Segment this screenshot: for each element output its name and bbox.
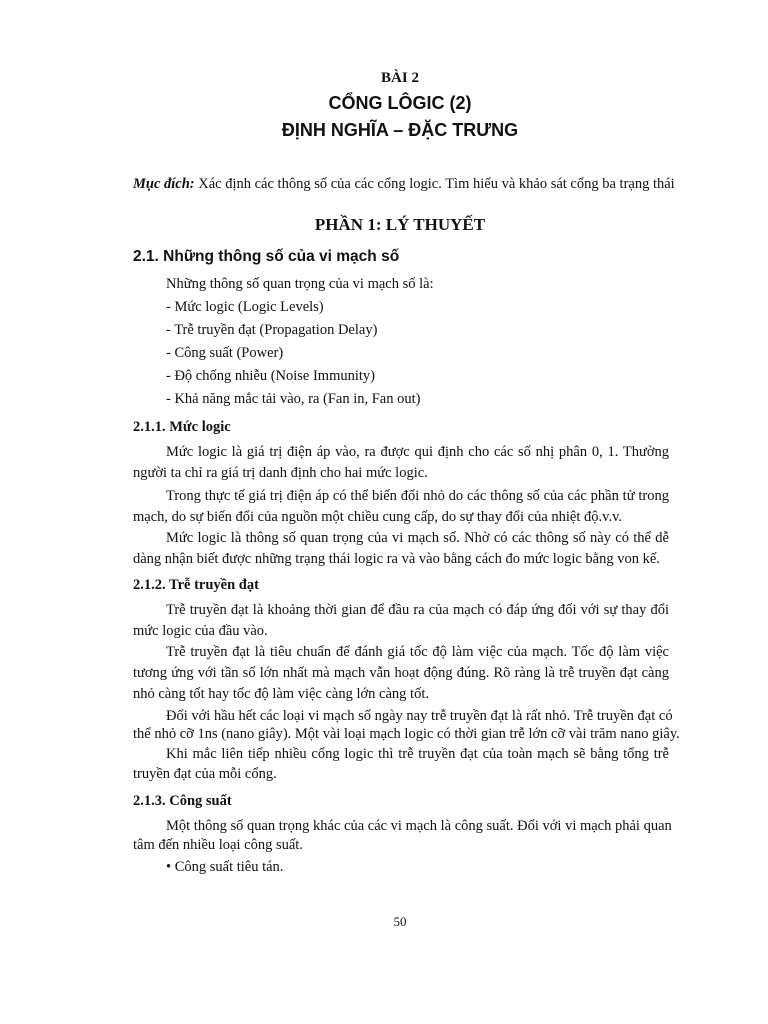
paragraph-line: tương ứng với tần số lớn nhất mà mạch vẫn hoạt động đúng. Rõ ràng là trễ truyền đạt càng — [133, 665, 669, 681]
paragraph-line: mạch, do sự biến đổi của nguồn một chiều cung cấp, do sự thay đổi của nhiệt độ.v.v. — [133, 509, 623, 525]
paragraph-line: Một thông số quan trọng khác của các vi mạch là công suất. Đối với vi mạch phải quan — [166, 818, 672, 834]
list-item: - Khả năng mắc tải vào, ra (Fan in, Fan out) — [166, 391, 421, 407]
purpose-paragraph — [133, 176, 693, 193]
section-heading-2-1: 2.1. Những thông số của vi mạch số — [133, 248, 400, 265]
paragraph-line: Mức logic là thông số quan trọng của vi mạch số. Nhờ có các thông số này có thể dễ — [166, 530, 669, 546]
list-item: - Công suất (Power) — [166, 345, 284, 361]
section-intro: Những thông số quan trọng của vi mạch số là: — [166, 276, 434, 292]
paragraph-line: Đối với hầu hết các loại vi mạch số ngày nay trễ truyền đạt là rất nhỏ. Trễ truyền đạt có — [166, 708, 673, 724]
lesson-title: CỔNG LÔGIC (2) — [328, 93, 472, 113]
paragraph-line: dàng nhận biết được những trạng thái logic ra và vào bằng cách đo mức logic bằng von kế. — [133, 551, 660, 567]
paragraph-line: Khi mắc liên tiếp nhiều cổng logic thì trễ truyền đạt của toàn mạch sẽ bằng tổng trễ — [166, 746, 669, 762]
paragraph-line: nhỏ càng tốt hay tốc độ làm việc càng lớn càng tốt. — [133, 686, 429, 702]
lesson-label: BÀI 2 — [381, 70, 419, 86]
purpose-text: Xác định các thông số của các cổng logic. Tìm hiểu và khảo sát cổng ba trạng thái — [198, 176, 675, 192]
paragraph-line: truyền đạt của mỗi cổng. — [133, 766, 277, 782]
paragraph-line: Mức logic là giá trị điện áp vào, ra được qui định cho các số nhị phân 0, 1. Thường — [166, 444, 669, 460]
page-number: 50 — [393, 914, 407, 929]
list-item: - Mức logic (Logic Levels) — [166, 299, 324, 315]
list-item: - Trễ truyền đạt (Propagation Delay) — [166, 322, 378, 338]
part-title: PHẦN 1: LÝ THUYẾT — [314, 215, 486, 234]
paragraph-line: Trong thực tế giá trị điện áp có thể biến đổi nhỏ do các thông số của các phần tử trong — [166, 488, 669, 504]
section-heading-2-1-3: 2.1.3. Công suất — [133, 793, 232, 809]
paragraph-line: Trễ truyền đạt là khoảng thời gian để đầu ra của mạch có đáp ứng đối với sự thay đổi — [166, 602, 669, 618]
bullet-item: • Công suất tiêu tán. — [166, 859, 284, 875]
section-heading-2-1-1: 2.1.1. Mức logic — [133, 419, 231, 435]
paragraph-line: tâm đến nhiều loại công suất. — [133, 837, 303, 853]
purpose-label: Mục đích: — [133, 176, 195, 192]
paragraph-line: thể nhỏ cỡ 1ns (nano giây). Một vài loại mạch logic có thời gian trễ lớn cỡ vài trăm nano giây. — [133, 726, 680, 742]
paragraph-line: mức logic của đầu vào. — [133, 623, 268, 639]
list-item: - Độ chống nhiễu (Noise Immunity) — [166, 368, 376, 384]
paragraph-line: người ta chỉ ra giá trị danh định cho hai mức logic. — [133, 465, 428, 481]
lesson-subtitle: ĐỊNH NGHĨA – ĐẶC TRƯNG — [281, 120, 519, 140]
paragraph-line: Trễ truyền đạt là tiêu chuẩn để đánh giá tốc độ làm việc của mạch. Tốc độ làm việc — [166, 644, 669, 660]
section-heading-2-1-2: 2.1.2. Trễ truyền đạt — [133, 577, 259, 593]
